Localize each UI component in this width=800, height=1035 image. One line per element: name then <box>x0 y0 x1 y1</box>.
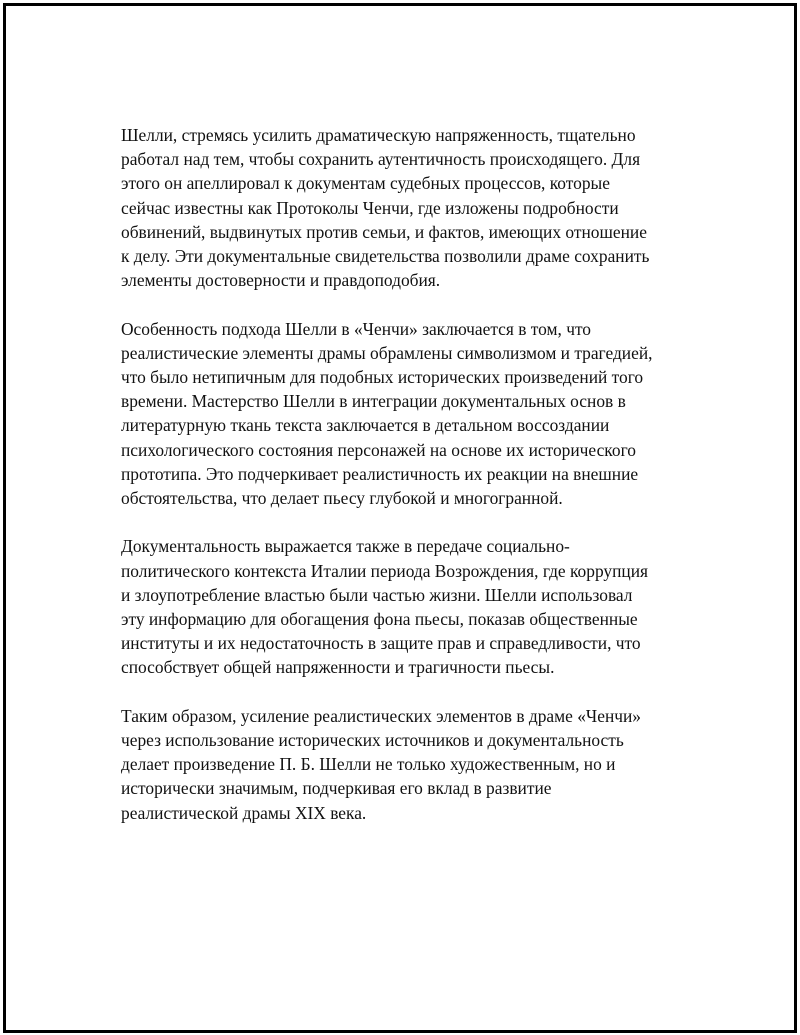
paragraph-4: Таким образом, усиление реалистических элементов в драме «Ченчи» через использование исторических источников и документальность делает произведение П. Б. Шелли не только художественным, но и исторически значимым, подчеркивая его вклад в развитие реалистической драмы XIX века. <box>121 705 641 823</box>
paragraph-3: Документальность выражается также в передаче социально- политического контекста Италии периода Возрождения, где коррупция и злоупотребление властью были частью жизни. Шелли использовал эту информацию для обогащения фона пьесы, показав общественные институты и их недостаточность в защите прав и справедливости, что способствует общей напряженности и трагичности пьесы. <box>121 536 649 678</box>
paragraph-1: Шелли, стремясь усилить драматическую напряженность, тщательно работал над тем, чтобы сохранить аутентичность происходящего. Для этого он апеллировал к документам судебных процессов, которые сейчас известны как Протоколы Ченчи, где изложены подробности обвинений, выдвинутых против семьи, и фактов, имеющих отношение к делу. Эти документальные свидетельства позволили драме сохранить элементы достоверности и правдоподобия. <box>121 125 650 291</box>
paragraph-2: Особенность подхода Шелли в «Ченчи» заключается в том, что реалистические элементы драмы обрамлены символизмом и трагедией, что было нетипичным для подобных исторических произведений того времени. Мастерство Шелли в интеграции документальных основ в литературную ткань текста заключается в детальном воссоздании психологического состояния персонажей на основе их исторического прототипа. Это подчеркивает реалистичность их реакции на внешние обстоятельства, что делает пьесу глубокой и многогранной. <box>121 318 653 509</box>
document-body <box>121 123 691 849</box>
page-frame <box>3 3 797 1033</box>
